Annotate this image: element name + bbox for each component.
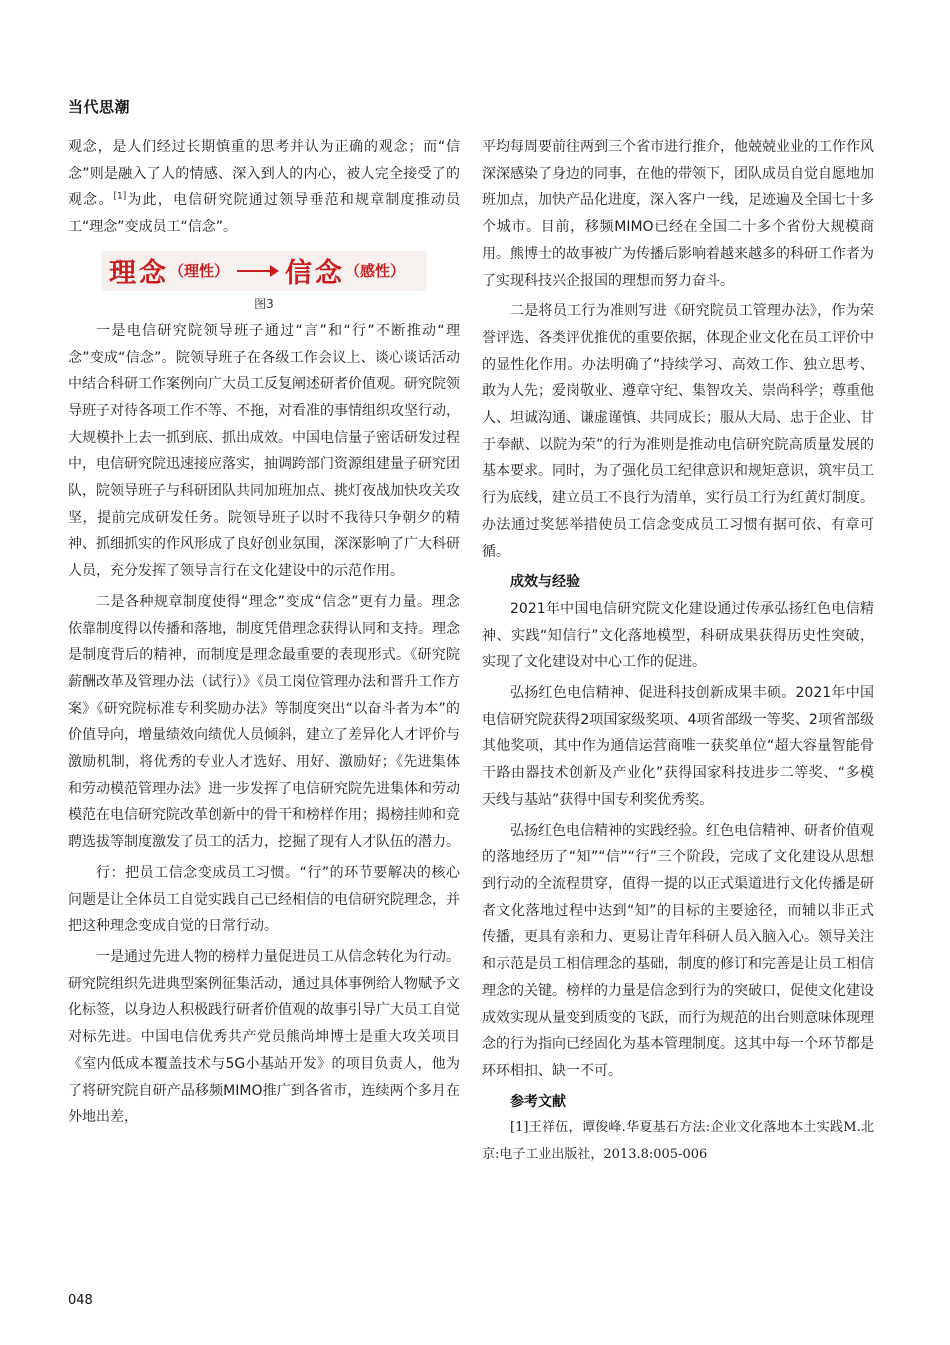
figure-label-emotional: （感性） — [345, 262, 406, 281]
right-arrow-icon — [237, 270, 277, 272]
right-paragraph-3: 2021年中国电信研究院文化建设通过传承弘扬红色电信精神、实践“知信行”文化落地模型，科研成果获得历史性突破，实现了文化建设对中心工作的促进。 — [482, 600, 874, 671]
left-paragraph-1-tail: 为此，电信研究院通过领导垂范和规章制度推动员工“理念”变成员工“信念”。 — [68, 192, 461, 236]
section-title: 当代思潮 — [68, 98, 131, 116]
right-column — [482, 134, 874, 1169]
heading-references: 参考文献 — [510, 1093, 566, 1110]
figure-banner — [101, 251, 427, 291]
right-paragraph-2: 二是将员工行为准则写进《研究院员工管理办法》，作为荣誉评选、各类评优推优的重要依据，体现企业文化在员工评价中的显性化作用。办法明确了“持续学习、高效工作、独立思考、敢为人先；爱岗敬业、遵章守纪、集智攻关、崇尚科学；尊重他人、坦诚沟通、谦虚谨慎、共同成长；服从大局、忠于企业、甘于奉献、以院为荣”的行为准则是推动电信研究院高质量发展的基本要求。同时，为了强化员工纪律意识和规矩意识，筑牢员工行为底线，建立员工不良行为清单，实行员工行为红黄灯制度。办法通过奖惩举措使员工信念变成员工习惯有据可依、有章可循。 — [482, 303, 874, 560]
citation-marker: [1] — [113, 191, 127, 202]
left-paragraph-3: 二是各种规章制度使得“理念”变成“信念”更有力量。理念依靠制度得以传播和落地，制度凭借理念获得认同和支持。理念是制度背后的精神，而制度是理念最重要的表现形式。《研究院薪酬改革及管理办法（试行）》《员工岗位管理办法和晋升工作方案》《研究院标准专利奖励办法》等制度突出“以奋斗者为本”的价值导向，增量绩效向绩优人员倾斜，建立了差异化人才评价与激励机制，将优秀的专业人才选好、用好、激励好；《先进集体和劳动模范管理办法》进一步发挥了电信研究院先进集体和劳动模范在电信研究院改革创新中的骨干和榜样作用；揭榜挂帅和竞聘选拔等制度激发了员工的活力，挖掘了现有人才队伍的潜力。 — [68, 593, 460, 851]
left-paragraph-4: 行：把员工信念变成员工习惯。“行”的环节要解决的核心问题是让全体员工自觉实践自己已经相信的电信研究院理念，并把这种理念变成自觉的日常行动。 — [68, 864, 460, 935]
figure-label-rational: （理性） — [169, 262, 230, 281]
left-paragraph-1-text: 观念，是人们经过长期慎重的思考并认为正确的观念；而“信念”则是融入了人的情感、深入到人的内心，被人完全接受了的观念。 — [68, 139, 460, 209]
page-number: 048 — [68, 1293, 93, 1308]
heading-results-experience: 成效与经验 — [510, 574, 580, 591]
left-column — [68, 134, 460, 1131]
left-paragraph-1 — [68, 134, 460, 241]
figure-3 — [68, 251, 460, 312]
left-paragraph-2: 一是电信研究院领导班子通过“言”和“行”不断推动“理念”变成“信念”。院领导班子在各级工作会议上、谈心谈话活动中结合科研工作案例向广大员工反复阐述研者价值观。研究院领导班子对待各项工作不等、不拖，对看准的事情组织攻坚行动，大规模扑上去一抓到底、抓出成效。中国电信量子密话研发过程中，电信研究院迅速接应落实，抽调跨部门资源组建量子研究团队，院领导班子与科研团队共同加班加点、挑灯夜战加快攻关攻坚，提前完成研发任务。院领导班子以时不我待只争朝夕的精神、抓细抓实的作风形成了良好创业氛围，深深影响了广大科研人员，充分发挥了领导言行在文化建设中的示范作用。 — [68, 322, 460, 580]
figure-word-belief: 信念 — [285, 258, 346, 290]
right-paragraph-1: 平均每周要前往两到三个省市进行推介，他兢兢业业的工作作风深深感染了身边的同事，在他的带领下，团队成员自觉自愿地加班加点，加快产品化进度，深入客户一线，足迹遍及全国七十多个城市。目前，移频MIMO已经在全国二十多个省份大规模商用。熊博士的故事被广为传播后影响着越来越多的科研工作者为了实现科技兴企报国的理想而努力奋斗。 — [482, 139, 874, 289]
reference-item: [1]王祥伍，谭俊峰.华夏基石方法:企业文化落地本土实践M.北京:电子工业出版社，2013.8:005-006 — [482, 1120, 874, 1163]
figure-word-concept: 理念 — [109, 258, 169, 290]
right-paragraph-5: 弘扬红色电信精神的实践经验。红色电信精神、研者价值观的落地经历了“知”“信”“行”三个阶段，完成了文化建设从思想到行动的全流程贯穿，值得一提的以正式渠道进行文化传播是研者文化落地过程中达到“知”的目标的主要途径，而辅以非正式传播，更具有亲和力、更易让青年科研人员入脑入心。领导关注和示范是员工相信理念的基础，制度的修订和完善是让员工相信理念的关键。榜样的力量是信念到行为的突破口，促使文化建设成效实现从量变到质变的飞跃，而行为规范的出台则意味体现理念的行为指向已经固化为基本管理制度。这其中每一个环节都是环环相扣、缺一不可。 — [482, 822, 874, 1079]
right-paragraph-4: 弘扬红色电信精神、促进科技创新成果丰硕。2021年中国电信研究院获得2项国家级奖项、4项省部级一等奖、2项省部级其他奖项，其中作为通信运营商唯一获奖单位“超大容量智能骨干路由器技术创新及产业化”获得国家科技进步二等奖、“多模天线与基站”获得中国专利奖优秀奖。 — [482, 685, 874, 808]
figure-caption: 图3 — [254, 296, 274, 311]
left-paragraph-5: 一是通过先进人物的榜样力量促进员工从信念转化为行动。研究院组织先进典型案例征集活动，通过具体事例给人物赋予文化标签，以身边人积极践行研者价值观的故事引导广大员工自觉对标先进。中国电信优秀共产党员熊尚坤博士是重大攻关项目《室内低成本覆盖技术与5G小基站开发》的项目负责人，他为了将研究院自研产品移频MIMO推广到各省市，连续两个多月在外地出差， — [68, 948, 460, 1126]
